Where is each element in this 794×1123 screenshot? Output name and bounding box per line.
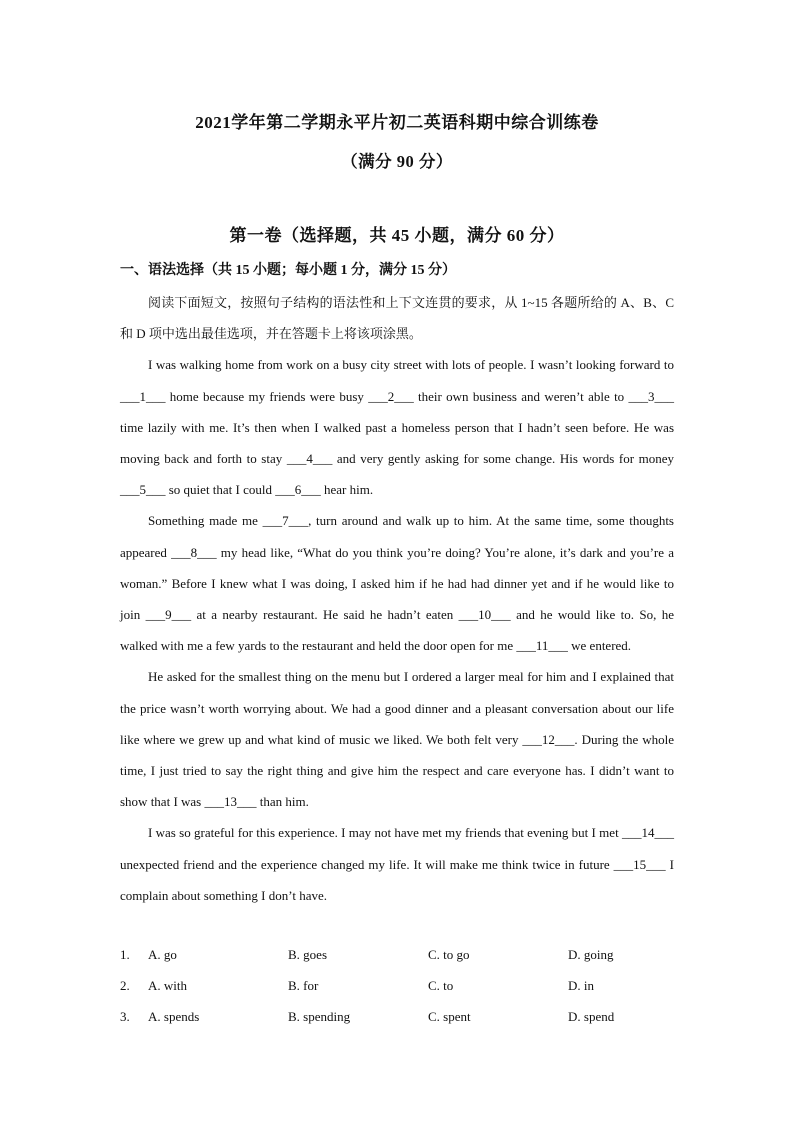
section-instructions: 阅读下面短文，按照句子结构的语法性和上下文连贯的要求，从 1~15 各题所给的 A、B、C 和 D 项中选出最佳选项，并在答题卡上将该项涂黑。 bbox=[120, 295, 674, 342]
part-title: 第一卷（选择题，共 45 小题，满分 60 分） bbox=[229, 226, 565, 245]
option-d: D. going bbox=[568, 947, 614, 962]
section-heading: 一、语法选择（共 15 小题；每小题 1 分，满分 15 分） bbox=[120, 263, 456, 278]
option-c: C. spent bbox=[428, 1009, 471, 1025]
option-c: C. to bbox=[428, 978, 454, 994]
exam-title: 2021学年第二学期永平片初二英语科期中综合训练卷 bbox=[195, 113, 599, 132]
passage-paragraph-3: He asked for the smallest thing on the menu but I ordered a larger meal for him and I explained that the price wasn’t worth worrying about. We had a good dinner and a pleasant conversation about our life like where we grew up and what kind of music we liked. We both felt very ___12___. During the whole time, I just tried to say the right thing and give him the respect and care everyone has. I didn’t want to show that I was ___13___ than him. bbox=[120, 669, 674, 810]
exam-score-note: （满分 90 分） bbox=[341, 152, 453, 171]
question-row bbox=[120, 970, 680, 1001]
option-a: A. spends bbox=[148, 1009, 200, 1025]
option-a: A. go bbox=[148, 947, 177, 962]
passage-paragraph-2: Something made me ___7___, turn around and walk up to him. At the same time, some thoughts appeared ___8___ my head like, “What do you think you’re doing? You’re alone, it’s dark and you’re a woman.” Before I knew what I was doing, I asked him if he had had dinner yet and if he would like to join ___9___ at a nearby restaurant. He said he hadn’t eaten ___10___ and he would like to. So, he walked with me a few yards to the restaurant and held the door open for me ___11___ we entered. bbox=[120, 513, 674, 654]
question-row bbox=[120, 1001, 680, 1032]
passage-paragraph-4: I was so grateful for this experience. I may not have met my friends that evening but I met ___14___ unexpected friend and the experience changed my life. It will make me think twice in future ___15___ I complain about something I don’t have. bbox=[120, 825, 674, 903]
option-c: C. to go bbox=[428, 947, 470, 962]
question-number: 2. bbox=[120, 978, 130, 994]
option-b: B. for bbox=[288, 978, 319, 994]
question-number: 3. bbox=[120, 1009, 130, 1025]
question-row bbox=[120, 939, 680, 970]
passage-paragraph-1: I was walking home from work on a busy city street with lots of people. I wasn’t looking forward to ___1___ home because my friends were busy ___2___ their own business and weren’t able to ___3___ time lazily with me. It’s then when I walked past a homeless person that I hadn’t seen before. He was moving back and forth to stay ___4___ and very gently asking for some change. His words for money ___5___ so quiet that I could ___6___ hear him. bbox=[120, 357, 674, 498]
option-b: B. spending bbox=[288, 1009, 351, 1025]
question-options bbox=[120, 939, 680, 1033]
option-d: D. in bbox=[568, 978, 594, 994]
passage-body bbox=[120, 287, 674, 911]
option-d: D. spend bbox=[568, 1009, 615, 1025]
option-a: A. with bbox=[148, 978, 187, 994]
option-b: B. goes bbox=[288, 947, 327, 962]
question-number: 1. bbox=[120, 947, 130, 962]
